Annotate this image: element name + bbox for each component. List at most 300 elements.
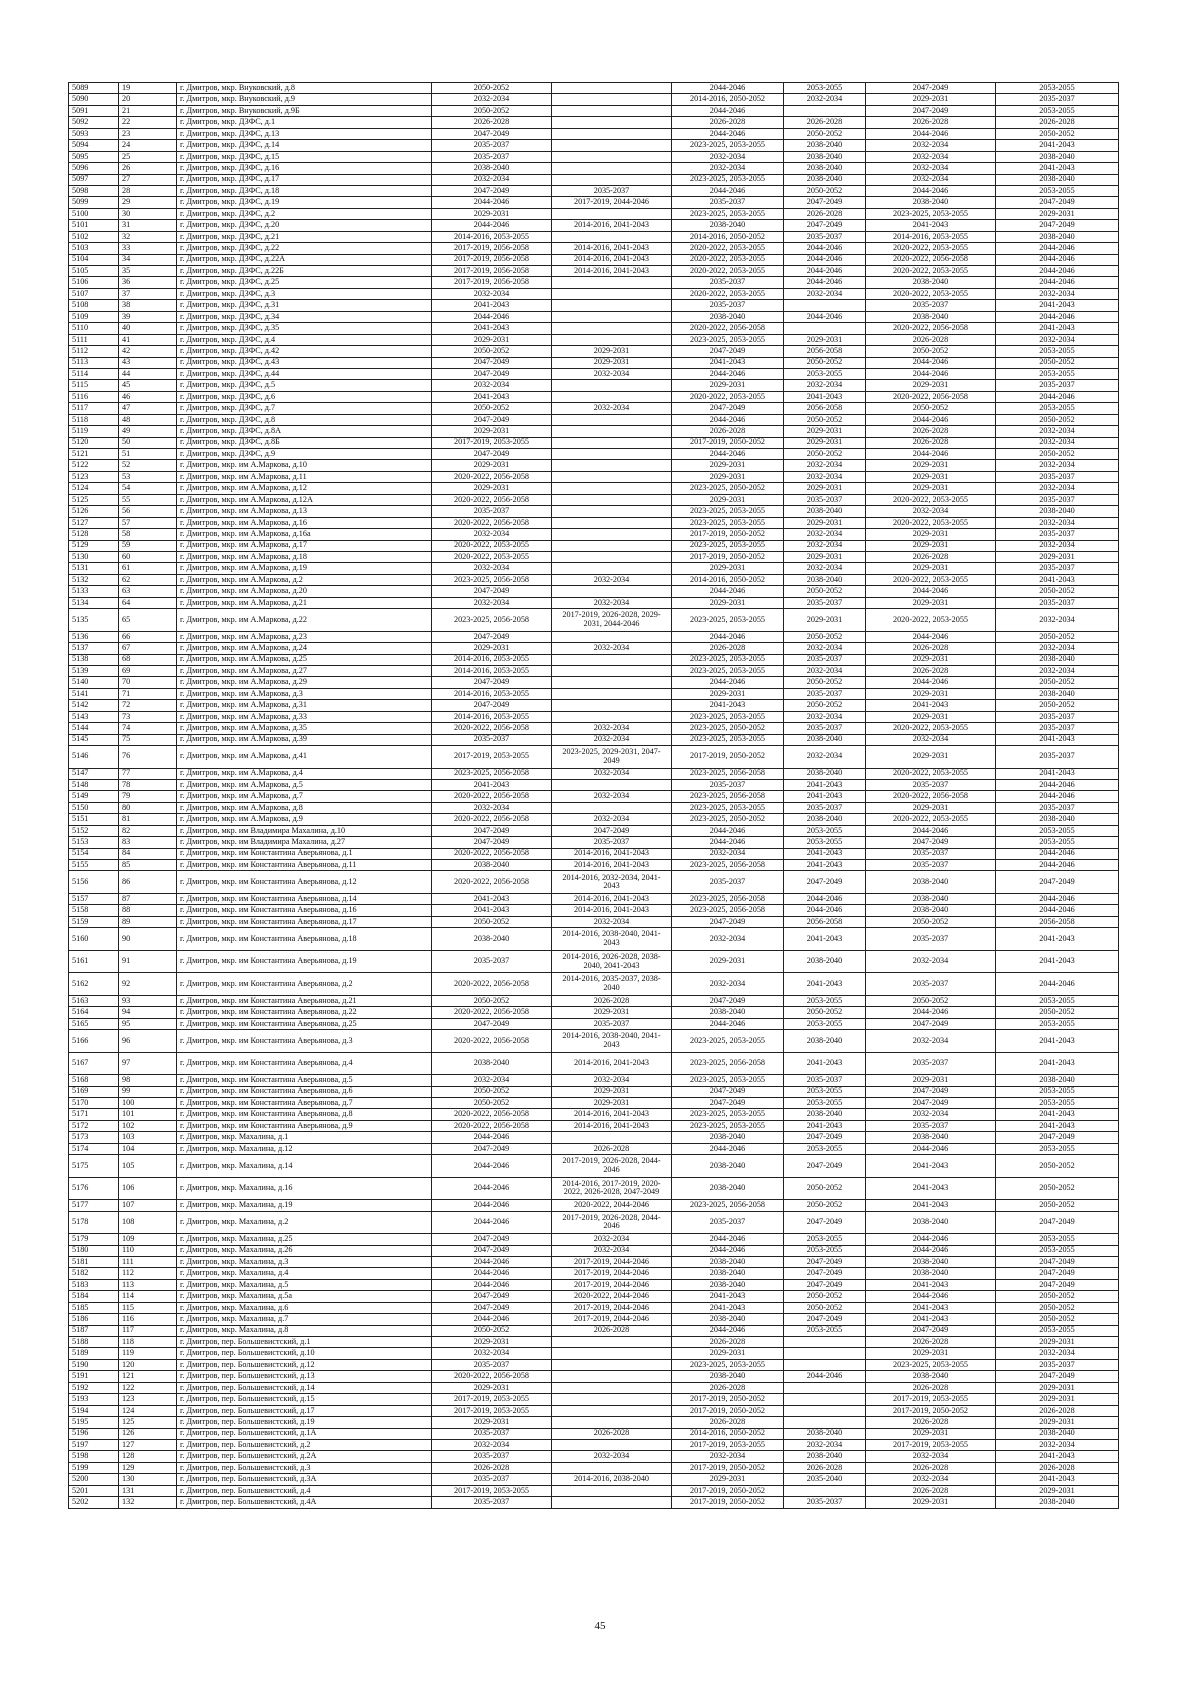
period-cell: 2047-2049: [996, 1132, 1119, 1143]
period-cell: 2047-2049: [672, 346, 784, 357]
period-cell: 2035-2037: [866, 779, 996, 790]
period-cell: 2038-2040: [996, 654, 1119, 665]
period-cell: 2047-2049: [432, 700, 552, 711]
row-number-cell: 38: [119, 300, 177, 311]
table-row: [69, 665, 1119, 676]
record-id-cell: 5148: [69, 779, 119, 790]
period-cell: 2044-2046: [996, 277, 1119, 288]
address-cell: г. Дмитров, мкр. им Константина Аверьянова, д.2: [177, 973, 432, 996]
period-cell: 2026-2028: [866, 1382, 996, 1393]
period-cell: 2032-2034: [552, 1234, 672, 1245]
period-cell: 2032-2034: [432, 1075, 552, 1086]
table-row: [69, 1279, 1119, 1290]
table-row: [69, 1394, 1119, 1405]
period-cell: [784, 1485, 866, 1496]
row-number-cell: 124: [119, 1405, 177, 1416]
period-cell: 2032-2034: [552, 574, 672, 585]
period-cell: 2017-2019, 2050-2052: [672, 529, 784, 540]
period-cell: 2053-2055: [784, 837, 866, 848]
period-cell: 2029-2031: [552, 1086, 672, 1097]
address-cell: г. Дмитров, мкр. им А.Маркова, д.8: [177, 802, 432, 813]
address-cell: г. Дмитров, мкр. им А.Маркова, д.16: [177, 517, 432, 528]
period-cell: 2050-2052: [784, 449, 866, 460]
record-id-cell: 5173: [69, 1132, 119, 1143]
address-cell: г. Дмитров, мкр. им А.Маркова, д.24: [177, 643, 432, 654]
period-cell: 2035-2037: [432, 1474, 552, 1485]
period-cell: 2035-2037: [996, 94, 1119, 105]
period-cell: 2029-2031: [784, 483, 866, 494]
table-row: [69, 1497, 1119, 1508]
period-cell: [552, 231, 672, 242]
period-cell: 2035-2037: [552, 837, 672, 848]
period-cell: 2044-2046: [672, 1234, 784, 1245]
period-cell: 2047-2049: [996, 1256, 1119, 1267]
table-row: [69, 893, 1119, 904]
period-cell: 2014-2016, 2041-2043: [552, 860, 672, 871]
period-cell: [552, 151, 672, 162]
row-number-cell: 128: [119, 1451, 177, 1462]
address-cell: г. Дмитров, мкр. им Константина Аверьянова, д.4: [177, 1052, 432, 1075]
period-cell: [552, 83, 672, 94]
period-cell: 2026-2028: [552, 1143, 672, 1154]
row-number-cell: 85: [119, 860, 177, 871]
address-cell: г. Дмитров, мкр. им Константина Аверьянова, д.6: [177, 1086, 432, 1097]
period-cell: 2023-2025, 2056-2058: [672, 893, 784, 904]
period-cell: 2047-2049: [432, 1302, 552, 1313]
address-cell: г. Дмитров, мкр. ДЗФС, д.31: [177, 300, 432, 311]
period-cell: [552, 551, 672, 562]
address-cell: г. Дмитров, мкр. ДЗФС, д.44: [177, 368, 432, 379]
period-cell: 2014-2016, 2041-2043: [552, 220, 672, 231]
table-row: [69, 586, 1119, 597]
period-cell: 2050-2052: [996, 700, 1119, 711]
table-row: [69, 483, 1119, 494]
address-cell: г. Дмитров, мкр. им А.Маркова, д.20: [177, 586, 432, 597]
record-id-cell: 5100: [69, 208, 119, 219]
period-cell: 2038-2040: [866, 311, 996, 322]
period-cell: 2023-2025, 2050-2052: [672, 814, 784, 825]
period-cell: 2053-2055: [784, 1325, 866, 1336]
address-cell: г. Дмитров, мкр. им А.Маркова, д.12А: [177, 494, 432, 505]
table-row: [69, 779, 1119, 790]
period-cell: 2044-2046: [996, 791, 1119, 802]
record-id-cell: 5116: [69, 391, 119, 402]
period-cell: 2026-2028: [866, 426, 996, 437]
period-cell: 2044-2046: [672, 837, 784, 848]
period-cell: 2041-2043: [432, 905, 552, 916]
period-cell: 2053-2055: [996, 346, 1119, 357]
table-row: [69, 300, 1119, 311]
period-cell: 2029-2031: [866, 540, 996, 551]
row-number-cell: 37: [119, 288, 177, 299]
row-number-cell: 39: [119, 311, 177, 322]
table-row: [69, 1382, 1119, 1393]
row-number-cell: 78: [119, 779, 177, 790]
period-cell: 2041-2043: [784, 973, 866, 996]
period-cell: 2047-2049: [866, 1325, 996, 1336]
period-cell: 2017-2019, 2044-2046: [552, 197, 672, 208]
period-cell: 2044-2046: [672, 185, 784, 196]
table-row: [69, 905, 1119, 916]
period-cell: 2014-2016, 2053-2055: [432, 665, 552, 676]
period-cell: 2020-2022, 2053-2055: [672, 254, 784, 265]
period-cell: 2029-2031: [432, 1382, 552, 1393]
record-id-cell: 5175: [69, 1155, 119, 1178]
period-cell: 2029-2031: [552, 1097, 672, 1108]
table-row: [69, 1030, 1119, 1053]
period-cell: 2026-2028: [672, 117, 784, 128]
record-id-cell: 5183: [69, 1279, 119, 1290]
period-cell: 2014-2016, 2041-2043: [552, 243, 672, 254]
row-number-cell: 110: [119, 1245, 177, 1256]
period-cell: 2014-2016, 2050-2052: [672, 574, 784, 585]
period-cell: 2035-2037: [866, 973, 996, 996]
period-cell: 2038-2040: [672, 1132, 784, 1143]
address-cell: г. Дмитров, мкр. им Константина Аверьянова, д.17: [177, 916, 432, 927]
period-cell: 2050-2052: [996, 1314, 1119, 1325]
period-cell: 2035-2037: [996, 563, 1119, 574]
period-cell: 2044-2046: [866, 368, 996, 379]
period-cell: [552, 779, 672, 790]
table-row: [69, 1143, 1119, 1154]
period-cell: 2032-2034: [866, 506, 996, 517]
row-number-cell: 91: [119, 950, 177, 973]
period-cell: 2014-2016, 2038-2040: [552, 1474, 672, 1485]
record-id-cell: 5111: [69, 334, 119, 345]
record-id-cell: 5146: [69, 746, 119, 769]
row-number-cell: 109: [119, 1234, 177, 1245]
period-cell: 2056-2058: [784, 346, 866, 357]
period-cell: 2020-2022, 2056-2058: [432, 791, 552, 802]
period-cell: [552, 323, 672, 334]
address-cell: г. Дмитров, мкр. им Константина Аверьянова, д.16: [177, 905, 432, 916]
address-cell: г. Дмитров, мкр. ДЗФС, д.8А: [177, 426, 432, 437]
record-id-cell: 5136: [69, 631, 119, 642]
period-cell: 2023-2025, 2056-2058: [672, 860, 784, 871]
row-number-cell: 34: [119, 254, 177, 265]
record-id-cell: 5195: [69, 1417, 119, 1428]
period-cell: 2032-2034: [996, 665, 1119, 676]
record-id-cell: 5104: [69, 254, 119, 265]
period-cell: 2026-2028: [672, 643, 784, 654]
period-cell: 2041-2043: [996, 1451, 1119, 1462]
period-cell: 2023-2025, 2050-2052: [672, 723, 784, 734]
period-cell: 2029-2031: [784, 517, 866, 528]
period-cell: 2041-2043: [996, 1109, 1119, 1120]
period-cell: 2020-2022, 2056-2058: [866, 323, 996, 334]
period-cell: 2041-2043: [866, 1200, 996, 1211]
period-cell: 2047-2049: [432, 1018, 552, 1029]
record-id-cell: 5185: [69, 1302, 119, 1313]
period-cell: 2047-2049: [784, 197, 866, 208]
row-number-cell: 116: [119, 1314, 177, 1325]
period-cell: 2020-2022, 2053-2055: [866, 814, 996, 825]
period-cell: 2041-2043: [432, 300, 552, 311]
period-cell: 2026-2028: [866, 1417, 996, 1428]
period-cell: 2023-2025, 2056-2058: [672, 791, 784, 802]
period-cell: 2017-2019, 2044-2046: [552, 1256, 672, 1267]
period-cell: 2038-2040: [866, 1256, 996, 1267]
row-number-cell: 113: [119, 1279, 177, 1290]
period-cell: 2032-2034: [672, 163, 784, 174]
row-number-cell: 84: [119, 848, 177, 859]
period-cell: 2017-2019, 2056-2058: [432, 277, 552, 288]
period-cell: 2044-2046: [996, 266, 1119, 277]
period-cell: 2017-2019, 2050-2052: [672, 551, 784, 562]
row-number-cell: 30: [119, 208, 177, 219]
period-cell: 2020-2022, 2053-2055: [866, 288, 996, 299]
period-cell: 2026-2028: [432, 1462, 552, 1473]
record-id-cell: 5095: [69, 151, 119, 162]
record-id-cell: 5202: [69, 1497, 119, 1508]
period-cell: 2020-2022, 2053-2055: [866, 574, 996, 585]
period-cell: 2023-2025, 2053-2055: [672, 734, 784, 745]
table-row: [69, 1245, 1119, 1256]
period-cell: 2035-2037: [672, 300, 784, 311]
period-cell: 2038-2040: [866, 1211, 996, 1234]
row-number-cell: 95: [119, 1018, 177, 1029]
table-row: [69, 368, 1119, 379]
period-cell: 2044-2046: [866, 449, 996, 460]
table-row: [69, 471, 1119, 482]
period-cell: 2050-2052: [432, 346, 552, 357]
period-cell: 2044-2046: [996, 905, 1119, 916]
address-cell: г. Дмитров, мкр. ДЗФС, д.35: [177, 323, 432, 334]
record-id-cell: 5141: [69, 688, 119, 699]
address-cell: г. Дмитров, мкр. им А.Маркова, д.11: [177, 471, 432, 482]
period-cell: 2023-2025, 2053-2055: [672, 1120, 784, 1131]
address-cell: г. Дмитров, мкр. им А.Маркова, д.16а: [177, 529, 432, 540]
period-cell: 2023-2025, 2053-2055: [672, 208, 784, 219]
period-cell: [552, 128, 672, 139]
period-cell: 2029-2031: [552, 357, 672, 368]
period-cell: 2020-2022, 2056-2058: [432, 1030, 552, 1053]
period-cell: [552, 563, 672, 574]
address-cell: г. Дмитров, мкр. им А.Маркова, д.9: [177, 814, 432, 825]
table-row: [69, 208, 1119, 219]
row-number-cell: 22: [119, 117, 177, 128]
period-cell: 2032-2034: [552, 723, 672, 734]
period-cell: 2026-2028: [866, 665, 996, 676]
period-cell: 2035-2037: [996, 746, 1119, 769]
period-cell: 2020-2022, 2056-2058: [866, 791, 996, 802]
period-cell: 2044-2046: [432, 1279, 552, 1290]
row-number-cell: 28: [119, 185, 177, 196]
record-id-cell: 5096: [69, 163, 119, 174]
period-cell: 2035-2037: [672, 871, 784, 894]
record-id-cell: 5122: [69, 460, 119, 471]
address-cell: г. Дмитров, мкр. ДЗФС, д.22А: [177, 254, 432, 265]
period-cell: 2053-2055: [996, 1245, 1119, 1256]
row-number-cell: 48: [119, 414, 177, 425]
table-row: [69, 1439, 1119, 1450]
record-id-cell: 5117: [69, 403, 119, 414]
record-id-cell: 5107: [69, 288, 119, 299]
period-cell: 2017-2019, 2044-2046: [552, 1279, 672, 1290]
period-cell: 2020-2022, 2053-2055: [866, 243, 996, 254]
record-id-cell: 5132: [69, 574, 119, 585]
period-cell: 2029-2031: [866, 1428, 996, 1439]
record-id-cell: 5199: [69, 1462, 119, 1473]
period-cell: 2041-2043: [866, 1279, 996, 1290]
period-cell: 2050-2052: [784, 700, 866, 711]
address-cell: г. Дмитров, мкр. им А.Маркова, д.39: [177, 734, 432, 745]
period-cell: 2032-2034: [552, 1075, 672, 1086]
record-id-cell: 5164: [69, 1007, 119, 1018]
period-cell: 2029-2031: [784, 609, 866, 632]
period-cell: 2041-2043: [866, 1155, 996, 1178]
table-row: [69, 105, 1119, 116]
period-cell: 2023-2025, 2029-2031, 2047-2049: [552, 746, 672, 769]
period-cell: 2032-2034: [432, 529, 552, 540]
period-cell: 2014-2016, 2041-2043: [552, 848, 672, 859]
period-cell: 2041-2043: [996, 950, 1119, 973]
address-cell: г. Дмитров, мкр. Махалина, д.5а: [177, 1291, 432, 1302]
period-cell: 2014-2016, 2032-2034, 2041-2043: [552, 871, 672, 894]
table-row: [69, 688, 1119, 699]
period-cell: 2044-2046: [432, 311, 552, 322]
table-row: [69, 950, 1119, 973]
record-id-cell: 5176: [69, 1177, 119, 1200]
period-cell: 2038-2040: [866, 1132, 996, 1143]
record-id-cell: 5099: [69, 197, 119, 208]
address-cell: г. Дмитров, мкр. ДЗФС, д.17: [177, 174, 432, 185]
period-cell: 2020-2022, 2053-2055: [432, 551, 552, 562]
record-id-cell: 5128: [69, 529, 119, 540]
period-cell: 2044-2046: [672, 368, 784, 379]
row-number-cell: 121: [119, 1371, 177, 1382]
row-number-cell: 90: [119, 928, 177, 951]
period-cell: 2032-2034: [866, 1474, 996, 1485]
period-cell: 2014-2016, 2053-2055: [432, 231, 552, 242]
record-id-cell: 5137: [69, 643, 119, 654]
address-cell: г. Дмитров, мкр. им Константина Аверьянова, д.1: [177, 848, 432, 859]
period-cell: 2038-2040: [996, 151, 1119, 162]
period-cell: 2038-2040: [672, 311, 784, 322]
period-cell: [784, 300, 866, 311]
period-cell: 2020-2022, 2053-2055: [866, 517, 996, 528]
table-row: [69, 231, 1119, 242]
period-cell: 2038-2040: [866, 1268, 996, 1279]
period-cell: 2050-2052: [996, 1007, 1119, 1018]
period-cell: 2056-2058: [784, 403, 866, 414]
period-cell: 2026-2028: [996, 1462, 1119, 1473]
period-cell: 2041-2043: [866, 1177, 996, 1200]
period-cell: [552, 277, 672, 288]
table-row: [69, 128, 1119, 139]
period-cell: 2026-2028: [996, 117, 1119, 128]
address-cell: г. Дмитров, мкр. им А.Маркова, д.17: [177, 540, 432, 551]
period-cell: 2035-2037: [432, 1497, 552, 1508]
period-cell: 2020-2022, 2053-2055: [672, 288, 784, 299]
period-cell: 2014-2016, 2050-2052: [672, 231, 784, 242]
table-row: [69, 1359, 1119, 1370]
row-number-cell: 117: [119, 1325, 177, 1336]
period-cell: [784, 1382, 866, 1393]
period-cell: 2020-2022, 2053-2055: [672, 266, 784, 277]
period-cell: 2020-2022, 2056-2058: [432, 1109, 552, 1120]
record-id-cell: 5200: [69, 1474, 119, 1485]
period-cell: 2035-2037: [996, 597, 1119, 608]
period-cell: 2050-2052: [996, 449, 1119, 460]
period-cell: 2050-2052: [432, 403, 552, 414]
address-cell: г. Дмитров, мкр. им А.Маркова, д.31: [177, 700, 432, 711]
period-cell: 2038-2040: [784, 140, 866, 151]
period-cell: 2050-2052: [866, 346, 996, 357]
row-number-cell: 56: [119, 506, 177, 517]
period-cell: 2044-2046: [432, 197, 552, 208]
address-cell: г. Дмитров, мкр. им Константина Аверьянова, д.19: [177, 950, 432, 973]
record-id-cell: 5167: [69, 1052, 119, 1075]
period-cell: 2053-2055: [784, 1018, 866, 1029]
period-cell: 2035-2037: [996, 802, 1119, 813]
period-cell: 2035-2037: [784, 802, 866, 813]
address-cell: г. Дмитров, пер. Большевистский, д.2А: [177, 1451, 432, 1462]
period-cell: 2053-2055: [996, 403, 1119, 414]
address-cell: г. Дмитров, мкр. им А.Маркова, д.3: [177, 688, 432, 699]
table-row: [69, 220, 1119, 231]
period-cell: 2029-2031: [866, 563, 996, 574]
table-row: [69, 1234, 1119, 1245]
period-cell: 2053-2055: [996, 105, 1119, 116]
period-cell: 2029-2031: [672, 688, 784, 699]
table-row: [69, 700, 1119, 711]
row-number-cell: 73: [119, 711, 177, 722]
address-cell: г. Дмитров, мкр. Махалина, д.4: [177, 1268, 432, 1279]
period-cell: 2023-2025, 2053-2055: [672, 1359, 784, 1370]
period-cell: 2047-2049: [996, 1279, 1119, 1290]
table-row: [69, 334, 1119, 345]
period-cell: 2026-2028: [784, 208, 866, 219]
period-cell: 2044-2046: [866, 357, 996, 368]
period-cell: 2023-2025, 2056-2058: [672, 1200, 784, 1211]
period-cell: 2038-2040: [866, 893, 996, 904]
period-cell: 2044-2046: [432, 1256, 552, 1267]
table-row: [69, 802, 1119, 813]
period-cell: 2044-2046: [866, 1143, 996, 1154]
period-cell: 2047-2049: [432, 185, 552, 196]
period-cell: 2035-2037: [784, 231, 866, 242]
period-cell: [552, 483, 672, 494]
period-cell: 2029-2031: [552, 1007, 672, 1018]
address-cell: г. Дмитров, мкр. ДЗФС, д.18: [177, 185, 432, 196]
table-row: [69, 414, 1119, 425]
record-id-cell: 5150: [69, 802, 119, 813]
period-cell: 2029-2031: [672, 380, 784, 391]
period-cell: 2035-2037: [552, 1018, 672, 1029]
period-cell: 2032-2034: [552, 643, 672, 654]
address-cell: г. Дмитров, мкр. Махалина, д.1: [177, 1132, 432, 1143]
period-cell: 2035-2040: [784, 1474, 866, 1485]
period-cell: 2047-2049: [996, 197, 1119, 208]
period-cell: 2017-2019, 2050-2052: [672, 1394, 784, 1405]
period-cell: 2041-2043: [672, 1302, 784, 1313]
address-cell: г. Дмитров, мкр. им А.Маркова, д.21: [177, 597, 432, 608]
record-id-cell: 5123: [69, 471, 119, 482]
period-cell: 2035-2037: [672, 197, 784, 208]
period-cell: 2029-2031: [432, 208, 552, 219]
record-id-cell: 5186: [69, 1314, 119, 1325]
period-cell: 2023-2025, 2053-2055: [672, 802, 784, 813]
address-cell: г. Дмитров, мкр. Внуковский, д.8: [177, 83, 432, 94]
address-cell: г. Дмитров, мкр. Махалина, д.5: [177, 1279, 432, 1290]
period-cell: 2026-2028: [866, 551, 996, 562]
row-number-cell: 24: [119, 140, 177, 151]
period-cell: 2032-2034: [996, 609, 1119, 632]
address-cell: г. Дмитров, мкр. ДЗФС, д.34: [177, 311, 432, 322]
period-cell: 2029-2031: [866, 471, 996, 482]
table-row: [69, 254, 1119, 265]
